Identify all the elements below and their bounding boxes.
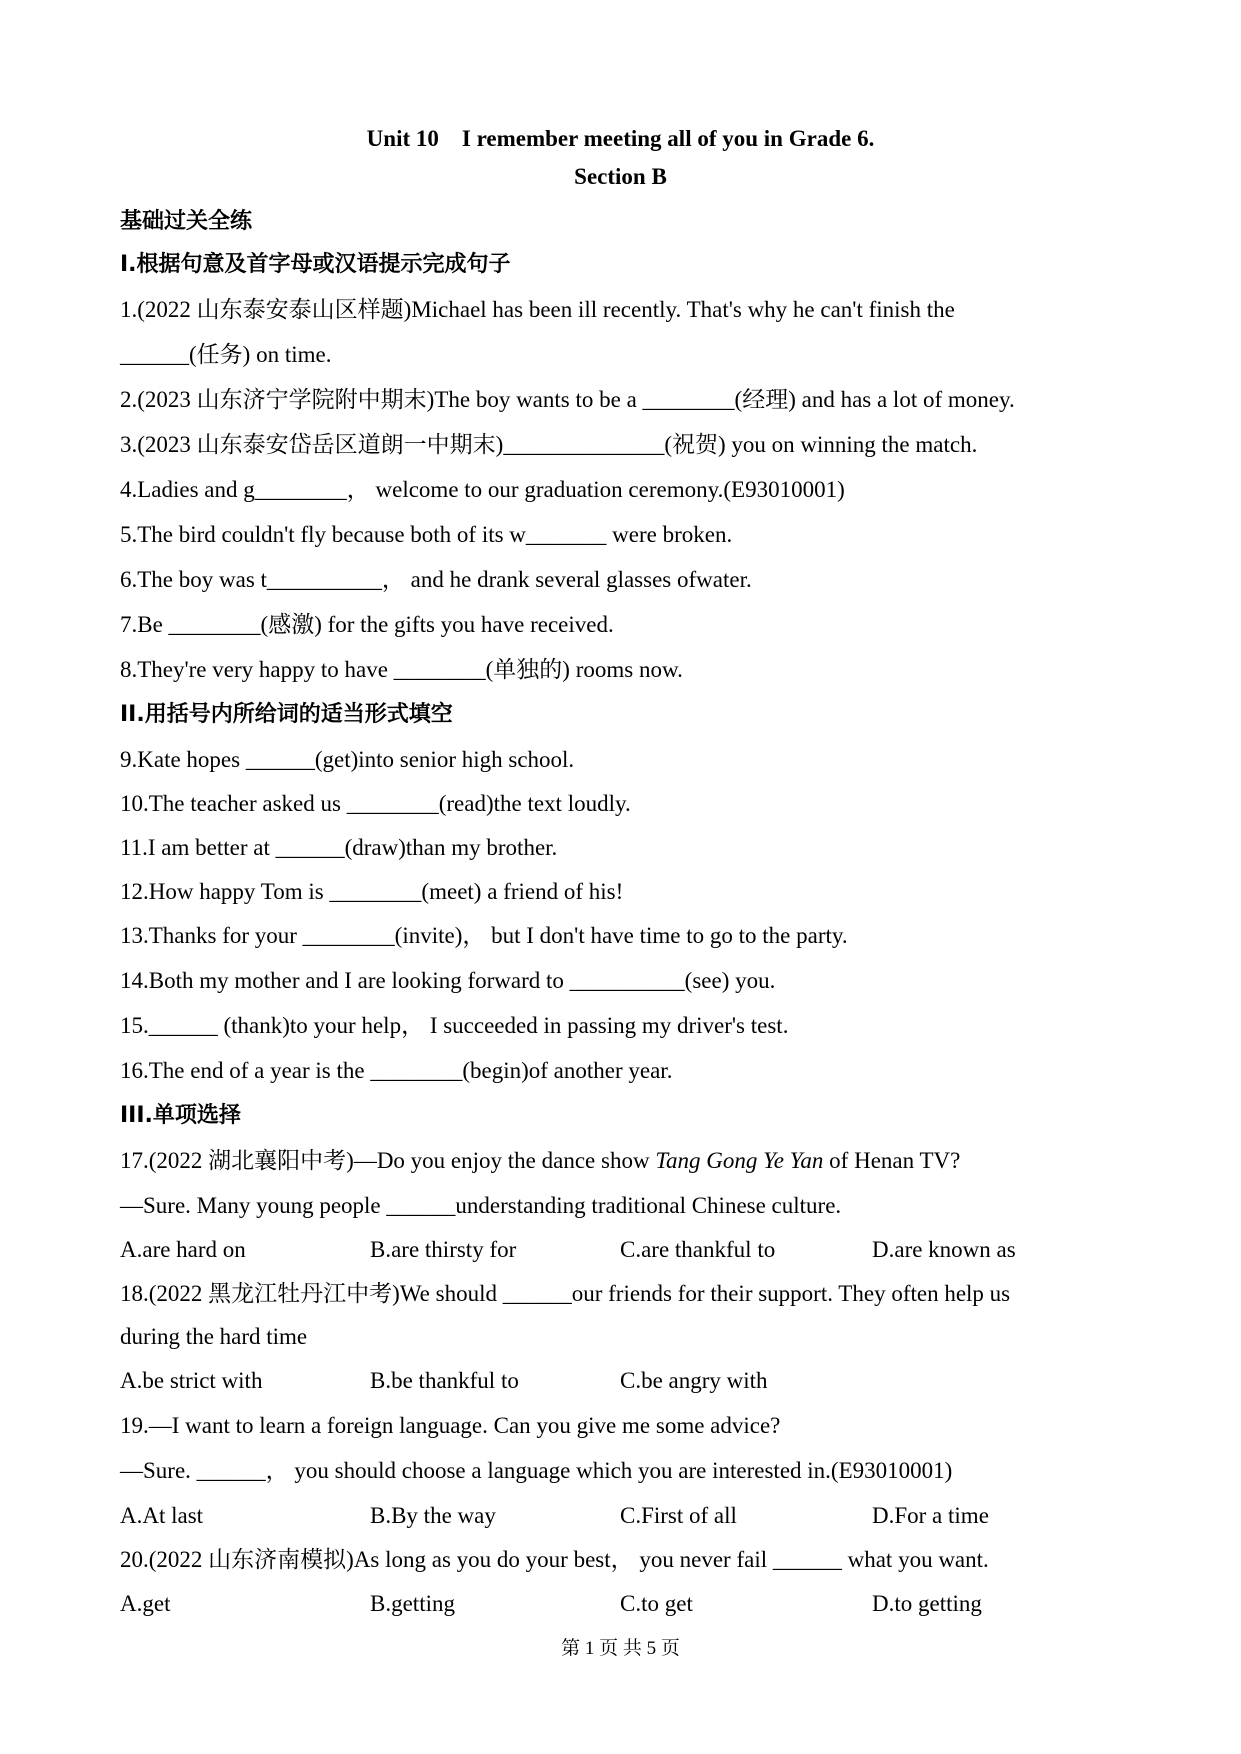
q19-line1: 19.—I want to learn a foreign language. Can you give me some advice?: [120, 1413, 781, 1438]
q17-stem-after: of Henan TV?: [823, 1148, 961, 1173]
q1-line1: 1.(2022 山东泰安泰山区样题)Michael has been ill recently. That's why he can't finish the: [120, 297, 955, 322]
q3: 3.(2023 山东泰安岱岳区道朗一中期末)______________(祝贺) you on winning the match.: [120, 432, 978, 457]
q16: 16.The end of a year is the ________(begin)of another year.: [120, 1058, 673, 1083]
document-title: Unit 10 I remember meeting all of you in Grade 6.: [366, 126, 875, 151]
q17-stem-italic: Tang Gong Ye Yan: [655, 1148, 824, 1173]
q18-option-c: C.be angry with: [620, 1368, 768, 1393]
q17-option-a: A.are hard on: [120, 1237, 246, 1262]
section-heading: 基础过关全练: [120, 209, 253, 234]
document-subtitle: Section B: [574, 164, 667, 189]
q7: 7.Be ________(感激) for the gifts you have received.: [120, 612, 614, 637]
q17-line2: —Sure. Many young people ______understanding traditional Chinese culture.: [120, 1193, 842, 1218]
q1-line2: ______(任务) on time.: [120, 342, 332, 367]
q8: 8.They're very happy to have ________(单独的) rooms now.: [120, 657, 683, 682]
part3-heading: III.单项选择: [120, 1103, 241, 1128]
q2: 2.(2023 山东济宁学院附中期末)The boy wants to be a ________(经理) and has a lot of money.: [120, 387, 1015, 412]
q18-line2: during the hard time: [120, 1324, 308, 1349]
q18-option-a: A.be strict with: [120, 1368, 263, 1393]
q12: 12.How happy Tom is ________(meet) a friend of his!: [120, 879, 624, 904]
q11: 11.I am better at ______(draw)than my brother.: [120, 835, 558, 860]
q19-option-b: B.By the way: [370, 1503, 496, 1528]
q18-option-b: B.be thankful to: [370, 1368, 519, 1393]
part1-heading: I.根据句意及首字母或汉语提示完成句子: [120, 252, 511, 277]
q17-line1: [120, 1147, 960, 1175]
q15: 15.______ (thank)to your help， I succeeded in passing my driver's test.: [120, 1013, 789, 1038]
q20-option-a: A.get: [120, 1591, 171, 1616]
q19-option-d: D.For a time: [872, 1503, 989, 1528]
q20-option-c: C.to get: [620, 1591, 693, 1616]
q19-line2: —Sure. ______， you should choose a language which you are interested in.(E93010001): [120, 1458, 953, 1483]
q9: 9.Kate hopes ______(get)into senior high school.: [120, 747, 575, 772]
q5: 5.The bird couldn't fly because both of its w_______ were broken.: [120, 522, 733, 547]
q13: 13.Thanks for your ________(invite)， but I don't have time to go to the party.: [120, 923, 848, 948]
q19-option-a: A.At last: [120, 1503, 204, 1528]
q17-option-c: C.are thankful to: [620, 1237, 776, 1262]
q20-option-b: B.getting: [370, 1591, 455, 1616]
q17-stem-before: 17.(2022 湖北襄阳中考)—Do you enjoy the dance show: [120, 1148, 656, 1173]
part2-heading: II.用括号内所给词的适当形式填空: [120, 702, 453, 727]
q20-line1: 20.(2022 山东济南模拟)As long as you do your best， you never fail ______ what you want.: [120, 1547, 989, 1572]
q14: 14.Both my mother and I are looking forward to __________(see) you.: [120, 968, 776, 993]
q4: 4.Ladies and g________， welcome to our graduation ceremony.(E93010001): [120, 477, 845, 502]
q20-option-d: D.to getting: [872, 1591, 982, 1616]
q19-option-c: C.First of all: [620, 1503, 737, 1528]
q6: 6.The boy was t__________， and he drank several glasses ofwater.: [120, 567, 752, 592]
q10: 10.The teacher asked us ________(read)the text loudly.: [120, 791, 631, 816]
q17-option-d: D.are known as: [872, 1237, 1016, 1262]
q18-line1: 18.(2022 黑龙江牡丹江中考)We should ______our friends for their support. They often help us: [120, 1281, 1011, 1306]
q17-option-b: B.are thirsty for: [370, 1237, 517, 1262]
page-footer: 第 1 页 共 5 页: [561, 1638, 680, 1659]
